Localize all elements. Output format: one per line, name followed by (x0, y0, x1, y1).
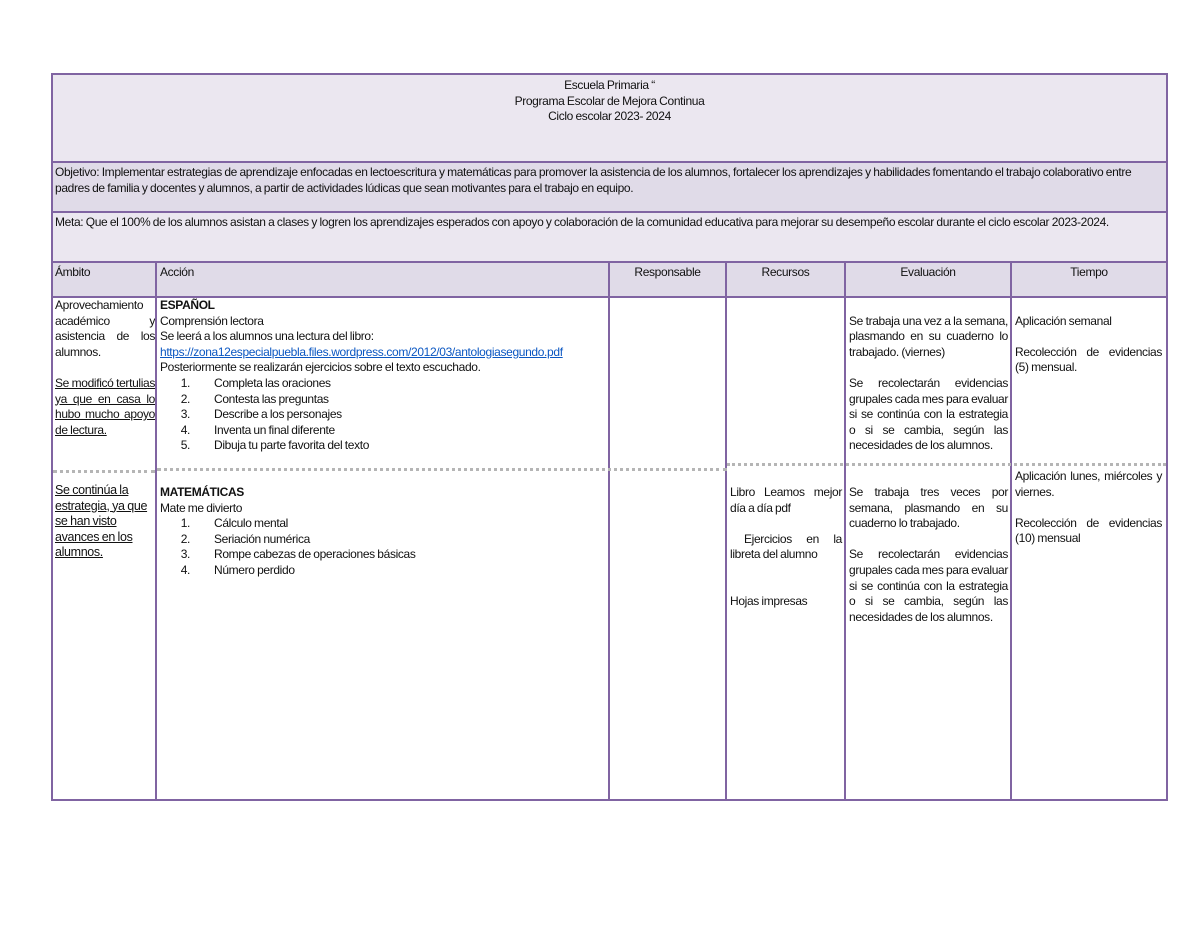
header-accion-label: Acción (160, 265, 194, 279)
row1-tiempo (1012, 298, 1166, 462)
row2-activity: Mate me divierto (160, 500, 243, 515)
school-name: Escuela Primaria “ (564, 78, 655, 92)
header-accion (157, 263, 608, 296)
row2-recursos (727, 485, 844, 799)
list-item: 5. Dibuja tu parte favorita del texto (180, 438, 370, 453)
list-item: 1. Completa las oraciones (180, 375, 331, 390)
row2-evaluacion (846, 485, 1010, 799)
row1-after: Posteriormente se realizarán ejercicios sobre el texto escuchado. (160, 360, 481, 375)
header-tiempo-label: Tiempo (1070, 265, 1108, 279)
row2-eval-monthly: Se recolectarán evidencias grupales cada mes para evaluar si se continúa con la estrategia o si se cambia, según las necesidades de los alumnos. (849, 547, 1008, 624)
row2-resource-sheets: Hojas impresas (730, 594, 808, 609)
row2-resource-notebook: Ejercicios en la libreta del alumno (730, 531, 842, 562)
row1-accion (157, 298, 608, 466)
row2-tiempo-evidence: Recolección de evidencias (10) mensual (1015, 515, 1162, 546)
list-item: 3. Rompe cabezas de operaciones básicas (180, 547, 416, 562)
list-item: 4. Número perdido (180, 562, 295, 577)
program-name: Programa Escolar de Mejora Continua (514, 93, 705, 108)
row1-ambito-note: Se modificó tertulias ya que en casa lo hubo mucho apoyo de lectura. (55, 375, 155, 437)
row2-eval-weekly: Se trabaja tres veces por semana, plasmando en su cuaderno lo trabajado. (849, 485, 1008, 531)
header-recursos (727, 263, 844, 296)
header-tiempo (1012, 263, 1166, 296)
list-item: 1. Cálculo mental (180, 516, 288, 531)
row2-ambito (53, 481, 155, 799)
header-ambito-label: Ámbito (55, 265, 91, 279)
row1-subject: ESPAÑOL (160, 298, 215, 312)
goal-row (53, 213, 1166, 261)
row2-ambito-note: Se continúa la estrategia, ya que se han visto avances en los alumnos. (55, 483, 148, 560)
objective-row (53, 163, 1166, 211)
row2-exercise-list (160, 516, 608, 578)
row1-ambito-text: Aprovechamiento académico y asistencia de los alumnos. (55, 298, 155, 359)
list-item: 2. Contesta las preguntas (180, 391, 329, 406)
row1-book-link[interactable]: https://zona12especialpuebla.files.wordpress.com/2012/03/antologiasegundo.pdf (160, 344, 563, 359)
row1-ambito (53, 298, 155, 468)
header-responsable-label: Responsable (634, 265, 701, 279)
row1-intro: Se leerá a los alumnos una lectura del libro: (160, 329, 374, 344)
title-block (53, 75, 1166, 161)
row1-eval-weekly: Se trabaja una vez a la semana, plasmando en su cuaderno lo trabajado. (viernes) (849, 313, 1008, 359)
header-responsable (610, 263, 725, 296)
improvement-program-table (51, 73, 1168, 801)
row2-tiempo (1012, 469, 1166, 799)
objective-text: Objetivo: Implementar estrategias de aprendizaje enfocadas en lectoescritura y matemáticas para promover la asistencia de los alumnos, fortalecer los aprendizajes y habilidades fomentando el trabajo colaborativo entre padres de familia y docentes y alumnos, a partir de actividades lúdicas que sean motivantes para el trabajo en equipo. (55, 165, 1132, 195)
row1-tiempo-application: Aplicación semanal (1015, 313, 1112, 328)
row2-accion (157, 485, 608, 799)
row1-exercise-list (160, 376, 608, 454)
row1-evaluacion (846, 298, 1010, 462)
header-evaluacion (846, 263, 1010, 296)
header-evaluacion-label: Evaluación (900, 265, 956, 279)
row1-tiempo-evidence: Recolección de evidencias (5) mensual. (1015, 344, 1162, 375)
row2-resource-book: Libro Leamos mejor día a día pdf (730, 485, 842, 515)
goal-text: Meta: Que el 100% de los alumnos asistan a clases y logren los aprendizajes esperados con apoyo y colaboración de la comunidad educativa para mejorar su desempeño escolar durante el ciclo escolar 2023-2024. (55, 215, 1109, 229)
row1-activity: Comprensión lectora (160, 313, 264, 328)
header-recursos-label: Recursos (761, 265, 810, 279)
row2-subject: MATEMÁTICAS (160, 485, 244, 499)
list-item: 4. Inventa un final diferente (180, 422, 335, 437)
school-cycle: Ciclo escolar 2023- 2024 (548, 109, 671, 124)
row1-eval-monthly: Se recolectarán evidencias grupales cada mes para evaluar si se continúa con la estrategia o si se cambia, según las necesidades de los alumnos. (849, 375, 1008, 453)
row2-tiempo-application: Aplicación lunes, miércoles y viernes. (1015, 469, 1162, 499)
list-item: 3. Describe a los personajes (180, 407, 342, 422)
header-ambito (53, 263, 155, 296)
list-item: 2. Seriación numérica (180, 531, 310, 546)
